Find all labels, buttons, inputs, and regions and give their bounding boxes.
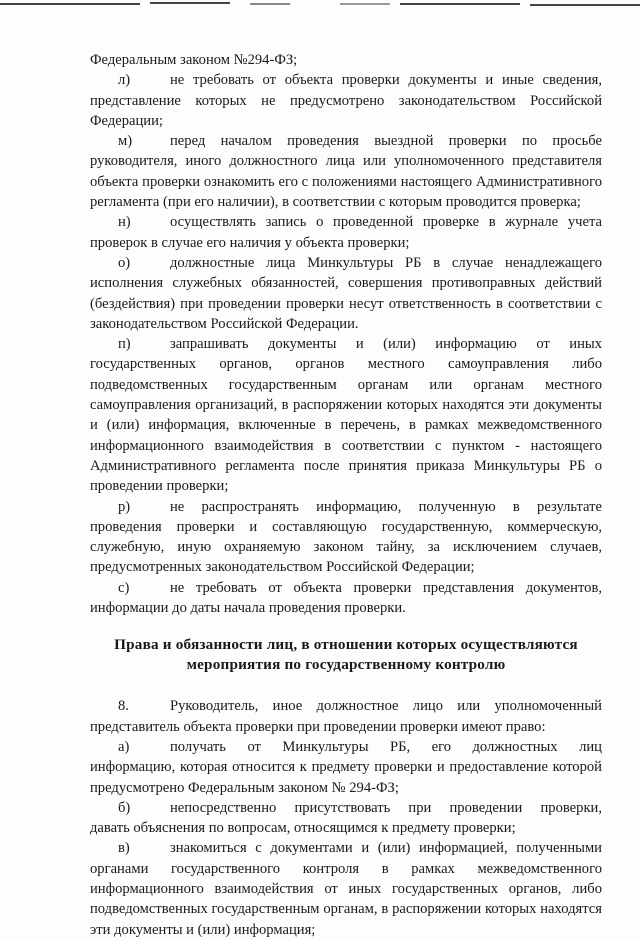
list-item	[90, 253, 602, 334]
intro-line: Федеральным законом №294-ФЗ;	[90, 52, 298, 68]
list-item	[90, 212, 602, 253]
item-letter: л)	[118, 72, 131, 89]
item-text: представление которых не предусмотрено законодательством Российской Федерации;	[90, 92, 602, 129]
point-text: представитель объекта проверки при проведении проверки имеют право:	[90, 718, 546, 735]
item-text: проведения проверки и составляющую государственную, коммерческую, служебную, иную охраняемую законом тайну, за исключением случаев, предусмотренных законодательством Российской Федерации;	[90, 518, 602, 576]
item-text: органами государственного контроля в рамках межведомственного информационного взаимодействия от иных государственных органов, либо подведомственных государственным органам, в распоряжении которых находятся эти документы и (или) информация;	[90, 860, 602, 938]
spacer	[90, 675, 602, 696]
scan-edge-artifact	[0, 0, 640, 10]
item-text: руководителя, иного должностного лица или уполномоченного представителя объекта проверки ознакомить его с положениями настоящего Административного регламента (при его наличии), в соответствии с которым проводится проверка;	[90, 153, 602, 211]
item-letter: п)	[118, 336, 131, 353]
spacer	[90, 618, 602, 635]
item-text: исполнения служебных обязанностей, совершения противоправных действий (бездействия) при проведении проверки несут ответственность в соответствии с законодательством Российской Федерации.	[90, 275, 602, 332]
item-first-line: непосредственно присутствовать при проведении проверки,	[170, 799, 602, 816]
item-letter: р)	[118, 498, 131, 515]
point-first-line: Руководитель, иное должностное лицо или уполномоченный	[170, 698, 602, 715]
item-first-line: не требовать от объекта проверки представления документов,	[170, 579, 602, 596]
document-page	[90, 50, 602, 940]
item-first-line: перед началом проведения выездной проверки по просьбе	[170, 133, 602, 150]
item-first-line: запрашивать документы и (или) информацию от иных	[170, 336, 602, 353]
point-number: 8.	[118, 698, 129, 715]
item-first-line: осуществлять запись о проведенной проверке в журнале учета	[170, 214, 602, 231]
section-heading-line2: мероприятия по государственному контролю	[186, 656, 506, 674]
duties-list	[90, 70, 602, 618]
list-item	[90, 334, 602, 496]
item-letter: а)	[118, 738, 130, 755]
list-item	[90, 578, 602, 619]
rights-list	[90, 737, 602, 940]
list-item	[90, 737, 602, 798]
item-first-line: не распространять информацию, полученную в результате	[170, 498, 602, 515]
item-first-line: знакомиться с документами и (или) информацией, полученными	[170, 840, 602, 857]
item-letter: н)	[118, 214, 131, 231]
item-first-line: не требовать от объекта проверки документы и иные сведения,	[170, 72, 602, 89]
section-heading	[90, 635, 602, 675]
item-letter: о)	[118, 254, 131, 271]
item-first-line: должностные лица Минкультуры РБ в случае ненадлежащего	[170, 254, 602, 271]
item-text: государственных органов, органов местного самоуправления либо подведомственных государственным органам или органам местного самоуправления организаций, в распоряжении которых находятся эти документы и (или) информация, включенные в перечень, в рамках межведомственного информационного взаимодействия в соответствии с пунктом - настоящего Административного регламента после принятия приказа Минкультуры РБ о проведении проверки;	[90, 356, 602, 495]
point-8	[90, 696, 602, 737]
item-text: давать объяснения по вопросам, относящимся к предмету проверки;	[90, 820, 516, 837]
list-item	[90, 497, 602, 578]
list-item	[90, 838, 602, 939]
list-item	[90, 131, 602, 212]
section-heading-line1: Права и обязанности лиц, в отношении которых осуществляются	[114, 636, 578, 654]
list-item	[90, 70, 602, 131]
item-text: информации до даты начала проведения проверки.	[90, 600, 406, 617]
item-letter: с)	[118, 579, 130, 596]
item-letter: б)	[118, 799, 131, 816]
item-letter: м)	[118, 133, 133, 150]
item-text: проверок в случае его наличия у объекта проверки;	[90, 234, 410, 251]
item-letter: в)	[118, 840, 130, 857]
item-text: информацию, которая относится к предмету проверки и предоставление которой предусмотрено Федеральным законом № 294-ФЗ;	[90, 759, 602, 796]
list-item	[90, 798, 602, 839]
item-first-line: получать от Минкультуры РБ, его должностных лиц	[170, 738, 602, 755]
